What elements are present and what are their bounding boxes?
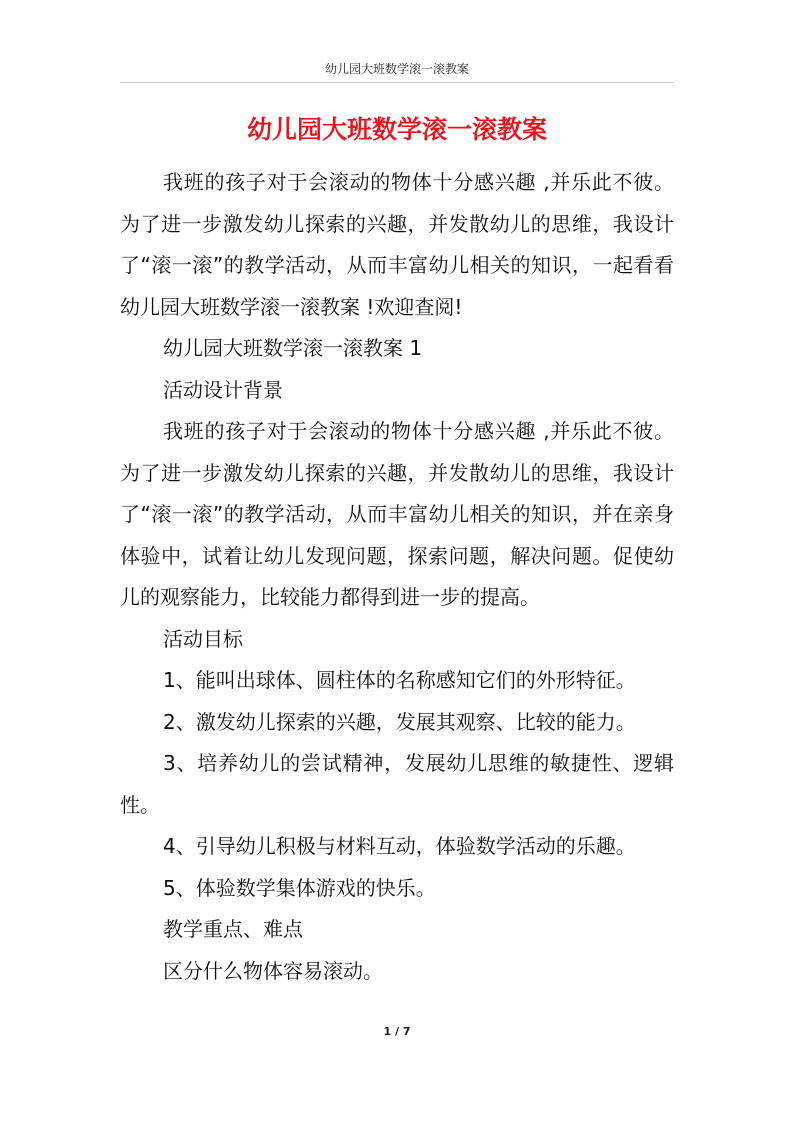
intro-paragraph: 我班的孩子对于会滚动的物体十分感兴趣 ,并乐此不彼。为了进一步激发幼儿探索的兴趣，并发散幼儿的思维，我设计了“滚一滚”的教学活动，从而丰富幼儿相关的知识，一起看看幼儿园大班数学滚一滚教案 !欢迎查阅! <box>120 170 674 319</box>
goal-item-3: 3、培养幼儿的尝试精神，发展幼儿思维的敏捷性、逻辑性。 <box>120 751 674 817</box>
section-heading-background: 活动设计背景 <box>163 377 283 402</box>
header-divider <box>120 82 674 83</box>
document-title: 幼儿园大班数学滚一滚教案 <box>246 115 547 144</box>
section-heading-lesson-1: 幼儿园大班数学滚一滚教案 1 <box>163 336 423 360</box>
page-header: 幼儿园大班数学滚一滚教案 <box>324 62 469 76</box>
section-heading-key-points: 教学重点、难点 <box>163 917 303 941</box>
goal-item-1: 1、能叫出球体、圆柱体的名称感知它们的外形特征。 <box>163 668 636 692</box>
background-paragraph: 我班的孩子对于会滚动的物体十分感兴趣 ,并乐此不彼。为了进一步激发幼儿探索的兴趣，并发散幼儿的思维，我设计了“滚一滚”的教学活动，从而丰富幼儿相关的知识，并在亲身体验中，试着让幼儿发现问题，探索问题，解决问题。促使幼儿的观察能力，比较能力都得到进一步的提高。 <box>120 419 674 609</box>
goal-item-4: 4、引导幼儿积极与材料互动，体验数学活动的乐趣。 <box>163 834 636 858</box>
goal-item-5: 5、体验数学集体游戏的快乐。 <box>163 875 436 900</box>
document-body <box>120 162 674 992</box>
page-number: 1 / 7 <box>383 1025 411 1038</box>
section-heading-goals: 活动目标 <box>163 626 243 651</box>
goal-item-2: 2、激发幼儿探索的兴趣，发展其观察、比较的能力。 <box>163 709 636 734</box>
key-points-paragraph: 区分什么物体容易滚动。 <box>163 958 383 983</box>
